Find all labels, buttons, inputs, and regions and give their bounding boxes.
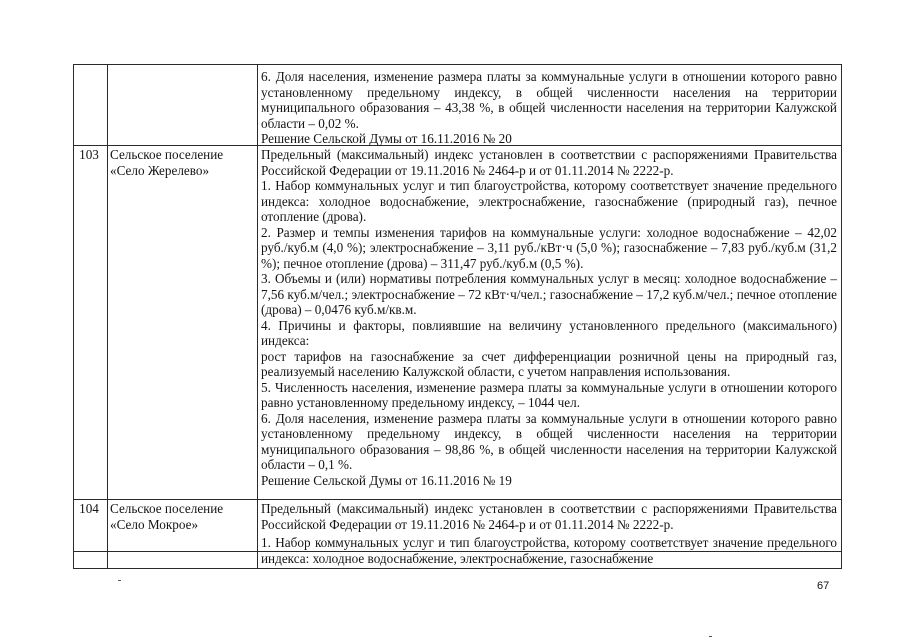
paragraph: Решение Сельской Думы от 16.11.2016 № 20 bbox=[261, 131, 512, 146]
paragraph: рост тарифов на газоснабжение за счет дифференциации розничной цены на природный газ, реализуемый населению Калужской области, с учетом направления использования. bbox=[261, 348, 837, 379]
paragraph: 4. Причины и факторы, повлиявшие на величину установленного предельного (максимального) индекса: bbox=[261, 317, 837, 348]
column-divider-name bbox=[257, 65, 258, 568]
paragraph: Решение Сельской Думы от 16.11.2016 № 19 bbox=[261, 472, 512, 488]
row-continuation-content bbox=[261, 69, 837, 147]
row-number: 104 bbox=[79, 501, 99, 516]
row-divider-104 bbox=[74, 499, 841, 500]
paragraph: 1. Набор коммунальных услуг и тип благоустройства, которому соответствует значение предельного индекса: холодное водоснабжение, электроснабжение, газоснабжение bbox=[261, 535, 837, 566]
paragraph: 6. Доля населения, изменение размера платы за коммунальные услуги в отношении которого равно установленному предельному индексу, в общей численности населения на территории муниципального образования – 43,38 %, в общей численности населения на территории Калужской области – 0,02 %. bbox=[261, 69, 837, 131]
paragraph: 2. Размер и темпы изменения тарифов на коммунальные услуги: холодное водоснабжение – 42,02 руб./куб.м (4,0 %); электроснабжение – 3,11 руб./кВт·ч (5,0 %); газоснабжение – 7,83 руб./куб.м (31,2 %); печное отопление (дрова) – 311,47 руб./куб.м (0,5 %). bbox=[261, 224, 837, 271]
paragraph: Предельный (максимальный) индекс установлен в соответствии с распоряжениями Правительства Российской Федерации от 19.11.2016 № 2464-р и от 01.11.2014 № 2222-р. bbox=[261, 501, 837, 532]
column-divider-number bbox=[107, 65, 108, 568]
page-number: 67 bbox=[817, 580, 830, 592]
scan-speck bbox=[709, 636, 712, 637]
paragraph: 1. Набор коммунальных услуг и тип благоустройства, которому соответствует значение предельного индекса: холодное водоснабжение, электроснабжение, газоснабжение (природный газ), печное отопление (дрова). bbox=[261, 178, 837, 224]
paragraph: 6. Доля населения, изменение размера платы за коммунальные услуги в отношении которого равно установленному предельному индексу, в общей численности населения на территории муниципального образования – 98,86 %, в общей численности населения на территории Калужской области – 0,1 %. bbox=[261, 410, 837, 472]
row-104-content bbox=[261, 501, 837, 566]
paragraph: 3. Объемы и (или) нормативы потребления коммунальных услуг в месяц: холодное водоснабжение – 7,56 куб.м/чел.; электроснабжение – 72 кВт·ч/чел.; газоснабжение – 17,2 куб.м/чел.; печное отопление (дрова) – 0,0476 куб.м/кв.м. bbox=[261, 271, 837, 317]
paragraph: 5. Численность населения, изменение размера платы за коммунальные услуги в отношении которого равно установленному предельному индексу, – 1044 чел. bbox=[261, 379, 837, 410]
row-number: 103 bbox=[79, 147, 99, 162]
settlement-name: Сельское поселение «Село Жерелево» bbox=[110, 147, 224, 178]
settlement-name: Сельское поселение «Село Мокрое» bbox=[110, 501, 224, 532]
paragraph: Предельный (максимальный) индекс установлен в соответствии с распоряжениями Правительства Российской Федерации от 19.11.2016 № 2464-р и от 01.11.2014 № 2222-р. bbox=[261, 147, 837, 178]
row-103-content bbox=[261, 147, 837, 488]
document-table bbox=[73, 64, 842, 569]
scan-speck bbox=[118, 580, 121, 581]
